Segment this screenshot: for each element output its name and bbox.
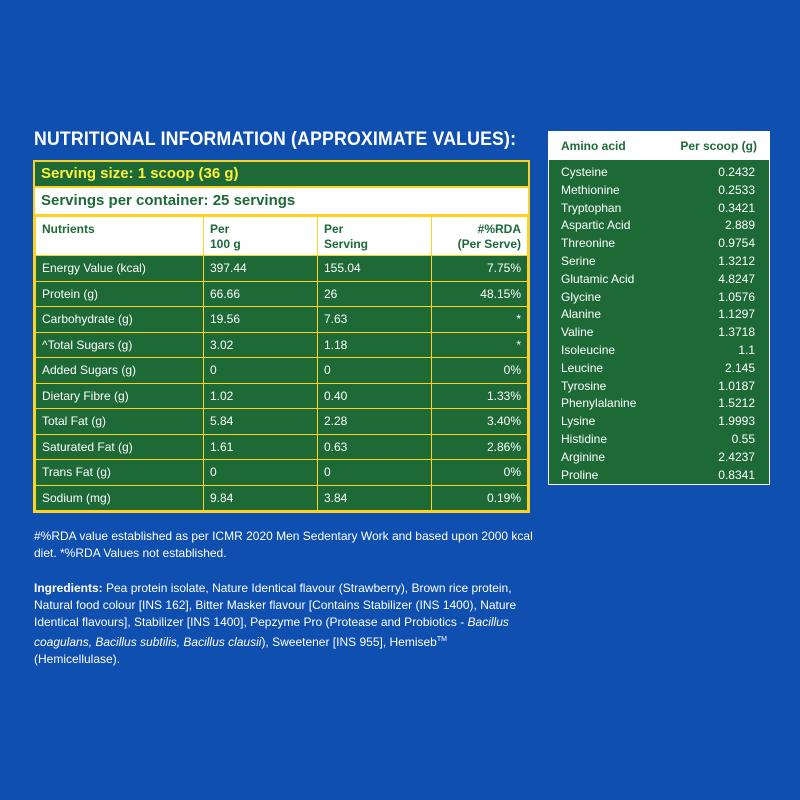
list-item: Arginine 2.4237 — [561, 449, 755, 464]
table-row — [36, 409, 528, 435]
per-serving-value: 3.84 — [318, 485, 432, 511]
table-row — [36, 358, 528, 384]
rda-value: 3.40% — [432, 409, 528, 435]
ingredients-label: Ingredients: — [34, 581, 103, 595]
per-serving-value: 7.63 — [318, 307, 432, 333]
rda-value: 2.86% — [432, 434, 528, 460]
per-100g-value: 66.66 — [204, 281, 318, 307]
nutrition-panel — [33, 160, 530, 513]
per-serving-value: 2.28 — [318, 409, 432, 435]
nutrient-name: Energy Value (kcal) — [36, 256, 204, 282]
per-serving-value: 0 — [318, 460, 432, 486]
nutrient-name: Dietary Fibre (g) — [36, 383, 204, 409]
list-item: Lysine 1.9993 — [561, 414, 755, 429]
nutrient-name: Added Sugars (g) — [36, 358, 204, 384]
rda-value: 0% — [432, 358, 528, 384]
list-item: Alanine 1.1297 — [561, 307, 755, 322]
nutrition-table — [35, 216, 528, 511]
table-row — [36, 383, 528, 409]
per-100g-value: 9.84 — [204, 485, 318, 511]
table-row — [36, 485, 528, 511]
list-item: Proline 0.8341 — [561, 467, 755, 482]
per-serving-value: 26 — [318, 281, 432, 307]
table-row — [36, 434, 528, 460]
list-item: Leucine 2.145 — [561, 360, 755, 375]
per-100g-value: 5.84 — [204, 409, 318, 435]
trademark-mark: TM — [436, 636, 447, 643]
table-row — [36, 307, 528, 333]
per-100g-value: 1.61 — [204, 434, 318, 460]
per-serving-value: 155.04 — [318, 256, 432, 282]
list-item: Methionine 0.2533 — [561, 182, 755, 197]
list-item: Glycine 1.0576 — [561, 289, 755, 304]
per-100g-value: 0 — [204, 358, 318, 384]
nutrient-name: Sodium (mg) — [36, 485, 204, 511]
rda-value: 7.75% — [432, 256, 528, 282]
servings-per-container: Servings per container: 25 servings — [35, 188, 528, 216]
list-item: Isoleucine 1.1 — [561, 342, 755, 357]
per-100g-value: 1.02 — [204, 383, 318, 409]
amino-acid-panel — [548, 131, 770, 485]
rda-footnote: #%RDA value established as per ICMR 2020 Men Sedentary Work and based upon 2000 kcal diet. *%RDA Values not established. — [34, 529, 533, 560]
per-100g-value: 19.56 — [204, 307, 318, 333]
per-100g-value: 397.44 — [204, 256, 318, 282]
ingredients-text: Ingredients: Pea protein isolate, Nature Identical flavour (Strawberry), Brown rice protein, Natural food colour [INS 162], Bitter Masker flavour [Contains Stabilizer (INS 1400), Nature Identical flavours], Stabilizer [INS 1400], Pepzyme Pro (Protease and Probiotics - Bacillus coagulans, Bacillus subtilis, Bacillus clausii), Sweetener [INS 955], Hemiseb™ (Hemicellulase). — [34, 581, 517, 666]
per-serving-value: 0 — [318, 358, 432, 384]
nutrient-name: ^Total Sugars (g) — [36, 332, 204, 358]
nutrition-title: NUTRITIONAL INFORMATION (APPROXIMATE VALUES): — [34, 129, 517, 150]
list-item: Phenylalanine 1.5212 — [561, 396, 755, 411]
per-serving-value: 0.40 — [318, 383, 432, 409]
table-row — [36, 332, 528, 358]
list-item: Tyrosine 1.0187 — [561, 378, 755, 393]
header-rda: #%RDA (Per Serve) — [432, 217, 528, 256]
per-serving-value: 1.18 — [318, 332, 432, 358]
nutrient-name: Protein (g) — [36, 281, 204, 307]
header-nutrients: Nutrients — [36, 217, 204, 256]
header-amino-acid: Amino acid — [561, 139, 626, 153]
list-item: Tryptophan 0.3421 — [561, 200, 755, 215]
table-row — [36, 460, 528, 486]
list-item: Serine 1.3212 — [561, 253, 755, 268]
rda-value: * — [432, 307, 528, 333]
per-100g-value: 3.02 — [204, 332, 318, 358]
nutrient-name: Carbohydrate (g) — [36, 307, 204, 333]
rda-value: 0.19% — [432, 485, 528, 511]
list-item: Threonine 0.9754 — [561, 236, 755, 251]
list-item: Cysteine 0.2432 — [561, 165, 755, 179]
per-serving-value: 0.63 — [318, 434, 432, 460]
probiotic-strains: Bacillus coagulans, Bacillus subtilis, Bacillus clausii — [34, 615, 509, 649]
header-per-serving: Per Serving — [318, 217, 432, 256]
list-item: Glutamic Acid 4.8247 — [561, 271, 755, 286]
rda-value: 48.15% — [432, 281, 528, 307]
list-item: Histidine 0.55 — [561, 431, 755, 446]
rda-value: 0% — [432, 460, 528, 486]
amino-table-header — [549, 132, 769, 160]
rda-value: * — [432, 332, 528, 358]
nutrient-name: Trans Fat (g) — [36, 460, 204, 486]
rda-value: 1.33% — [432, 383, 528, 409]
per-100g-value: 0 — [204, 460, 318, 486]
nutrient-name: Total Fat (g) — [36, 409, 204, 435]
header-per-scoop: Per scoop (g) — [680, 139, 757, 153]
header-per-100g: Per 100 g — [204, 217, 318, 256]
nutrition-table-header — [36, 217, 528, 256]
nutrient-name: Saturated Fat (g) — [36, 434, 204, 460]
table-row — [36, 281, 528, 307]
list-item: Aspartic Acid 2.889 — [561, 218, 755, 233]
serving-size: Serving size: 1 scoop (36 g) — [35, 162, 528, 188]
table-row — [36, 256, 528, 282]
list-item: Valine 1.3718 — [561, 325, 755, 340]
